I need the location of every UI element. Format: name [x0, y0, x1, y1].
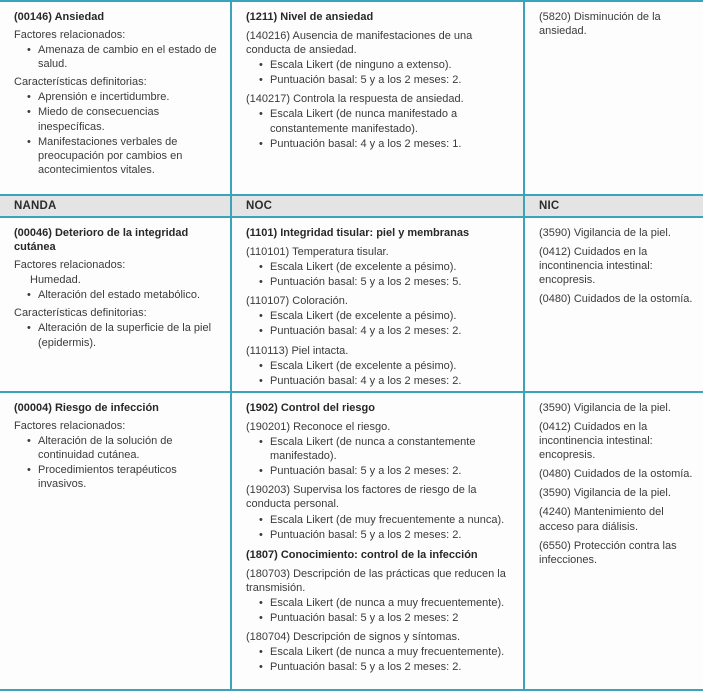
bullet-item: • Procedimientos terapéuticos invasivos. [27, 464, 177, 491]
section-label: Características definitorias: [14, 307, 147, 320]
cell-00004-noc [232, 393, 525, 689]
cell-00046-nanda [0, 218, 232, 391]
bullet-item: • Escala Likert (de excelente a pésimo). [259, 359, 457, 372]
code-item: (140216) Ausencia de manifestaciones de una conducta de ansiedad. [246, 30, 473, 57]
code-title: (00004) Riesgo de infección [14, 402, 159, 414]
code-title: (1211) Nivel de ansiedad [246, 11, 374, 23]
cell-00146-nic [525, 2, 703, 194]
code-item: (190201) Reconoce el riesgo. [246, 421, 391, 434]
bullet-icon: • [259, 596, 263, 609]
bullet-item: • Escala Likert (de excelente a pésimo). [259, 261, 457, 274]
code-item: (110113) Piel intacta. [246, 344, 349, 357]
code-item: (110107) Coloración. [246, 295, 348, 308]
code-item: (0480) Cuidados de la ostomía. [539, 468, 693, 481]
bullet-icon: • [259, 465, 263, 478]
code-item: (140217) Controla la respuesta de ansiedad. [246, 93, 464, 106]
bullet-item: • Escala Likert (de nunca a constantemente manifestado). [259, 436, 476, 463]
cell-00004-nanda [0, 393, 232, 689]
column-divider [523, 0, 525, 691]
table-row [0, 393, 703, 689]
table-row [0, 218, 703, 391]
table-header-row [0, 194, 703, 218]
code-item: (3590) Vigilancia de la piel. [539, 227, 671, 239]
bullet-icon: • [259, 646, 263, 659]
bullet-icon: • [259, 359, 263, 372]
plain-item: Humedad. [30, 274, 81, 287]
bullet-item: • Aprensión e incertidumbre. [27, 91, 170, 104]
code-item: (110101) Temperatura tisular. [246, 246, 389, 259]
bullet-icon: • [259, 661, 263, 674]
cell-00146-noc [232, 2, 525, 194]
code-title: (00146) Ansiedad [14, 11, 105, 23]
bullet-item: • Puntuación basal: 5 y a los 2 meses: 2. [259, 528, 462, 541]
bullet-icon: • [259, 612, 263, 625]
table-top-border [0, 0, 703, 2]
section-label: Factores relacionados: [14, 420, 126, 433]
bullet-item: • Puntuación basal: 5 y a los 2 meses: 2. [259, 661, 462, 674]
code-item: (4240) Mantenimiento del acceso para diálisis. [539, 506, 664, 533]
bullet-item: • Puntuación basal: 5 y a los 2 meses: 2. [259, 74, 462, 87]
bullet-item: • Puntuación basal: 4 y a los 2 meses: 2. [259, 325, 462, 338]
bullet-icon: • [27, 464, 31, 477]
code-title: (1902) Control del riesgo [246, 402, 375, 414]
bullet-icon: • [27, 135, 31, 148]
bullet-icon: • [259, 436, 263, 449]
code-item: (0412) Cuidados en la incontinencia intestinal: encopresis. [539, 421, 653, 462]
column-header-nic: NIC [539, 200, 560, 212]
section-label: Características definitorias: [14, 76, 147, 89]
bullet-icon: • [259, 137, 263, 150]
bullet-icon: • [259, 59, 263, 72]
cell-00046-nic [525, 218, 703, 391]
bullet-icon: • [27, 91, 31, 104]
code-item: (6550) Protección contra las infecciones. [539, 539, 677, 566]
cell-00004-nic [525, 393, 703, 689]
code-title: (1101) Integridad tisular: piel y membranas [246, 227, 470, 239]
bullet-icon: • [27, 322, 31, 335]
code-item: (190203) Supervisa los factores de riesgo de la conducta personal. [246, 484, 477, 511]
bullet-item: • Escala Likert (de muy frecuentemente a nunca). [259, 513, 505, 526]
column-header-nanda: NANDA [14, 200, 57, 212]
bullet-item: • Escala Likert (de excelente a pésimo). [259, 310, 457, 323]
column-divider [230, 0, 232, 691]
code-title: (1807) Conocimiento: control de la infección [246, 548, 478, 561]
bullet-icon: • [259, 261, 263, 274]
code-item: (3590) Vigilancia de la piel. [539, 487, 671, 500]
code-item: (3590) Vigilancia de la piel. [539, 402, 671, 414]
bullet-icon: • [27, 44, 31, 57]
code-item: (0480) Cuidados de la ostomía. [539, 293, 693, 306]
bullet-item: • Escala Likert (de nunca a muy frecuentemente). [259, 596, 505, 609]
bullet-item: • Escala Likert (de ninguno a extenso). [259, 59, 452, 72]
bullet-item: • Puntuación basal: 5 y a los 2 meses: 5. [259, 276, 462, 289]
bullet-icon: • [259, 108, 263, 121]
bullet-icon: • [27, 435, 31, 448]
bullet-icon: • [27, 289, 31, 302]
cell-00046-noc [232, 218, 525, 391]
bullet-item: • Amenaza de cambio en el estado de salud. [27, 44, 217, 71]
bullet-icon: • [259, 310, 263, 323]
code-item: (180704) Descripción de signos y síntomas. [246, 631, 460, 644]
bullet-item: • Puntuación basal: 5 y a los 2 meses: 2 [259, 612, 459, 625]
bullet-icon: • [259, 74, 263, 87]
section-label: Factores relacionados: [14, 29, 126, 42]
bullet-item: • Puntuación basal: 4 y a los 2 meses: 1. [259, 137, 462, 150]
code-title: (00046) Deterioro de la integridad cutánea [14, 227, 189, 254]
bullet-icon: • [259, 528, 263, 541]
bullet-item: • Alteración de la solución de continuidad cutánea. [27, 435, 173, 462]
row-divider-line [0, 391, 703, 393]
bullet-item: • Miedo de consecuencias inespecíficas. [27, 106, 160, 133]
bullet-item: • Alteración de la superficie de la piel (epidermis). [27, 322, 212, 349]
code-item: (180703) Descripción de las prácticas que reducen la transmisión. [246, 567, 506, 594]
code-item: (5820) Disminución de la ansiedad. [539, 11, 661, 38]
bullet-item: • Manifestaciones verbales de preocupación por cambios en acontecimientos vitales. [27, 135, 183, 176]
cell-00146-nanda [0, 2, 232, 194]
bullet-item: • Puntuación basal: 5 y a los 2 meses: 2. [259, 465, 462, 478]
bullet-item: • Escala Likert (de nunca manifestado a constantemente manifestado). [259, 108, 458, 135]
column-header-noc: NOC [246, 200, 273, 212]
bullet-icon: • [259, 276, 263, 289]
bullet-item: • Escala Likert (de nunca a muy frecuentemente). [259, 646, 505, 659]
bullet-item: • Alteración del estado metabólico. [27, 289, 201, 302]
bullet-item: • Puntuación basal: 4 y a los 2 meses: 2. [259, 374, 462, 387]
section-label: Factores relacionados: [14, 259, 126, 272]
bullet-icon: • [259, 513, 263, 526]
bullet-icon: • [259, 374, 263, 387]
table-row [0, 2, 703, 194]
code-item: (0412) Cuidados en la incontinencia intestinal: encopresis. [539, 246, 653, 287]
bullet-icon: • [259, 325, 263, 338]
bullet-icon: • [27, 106, 31, 119]
